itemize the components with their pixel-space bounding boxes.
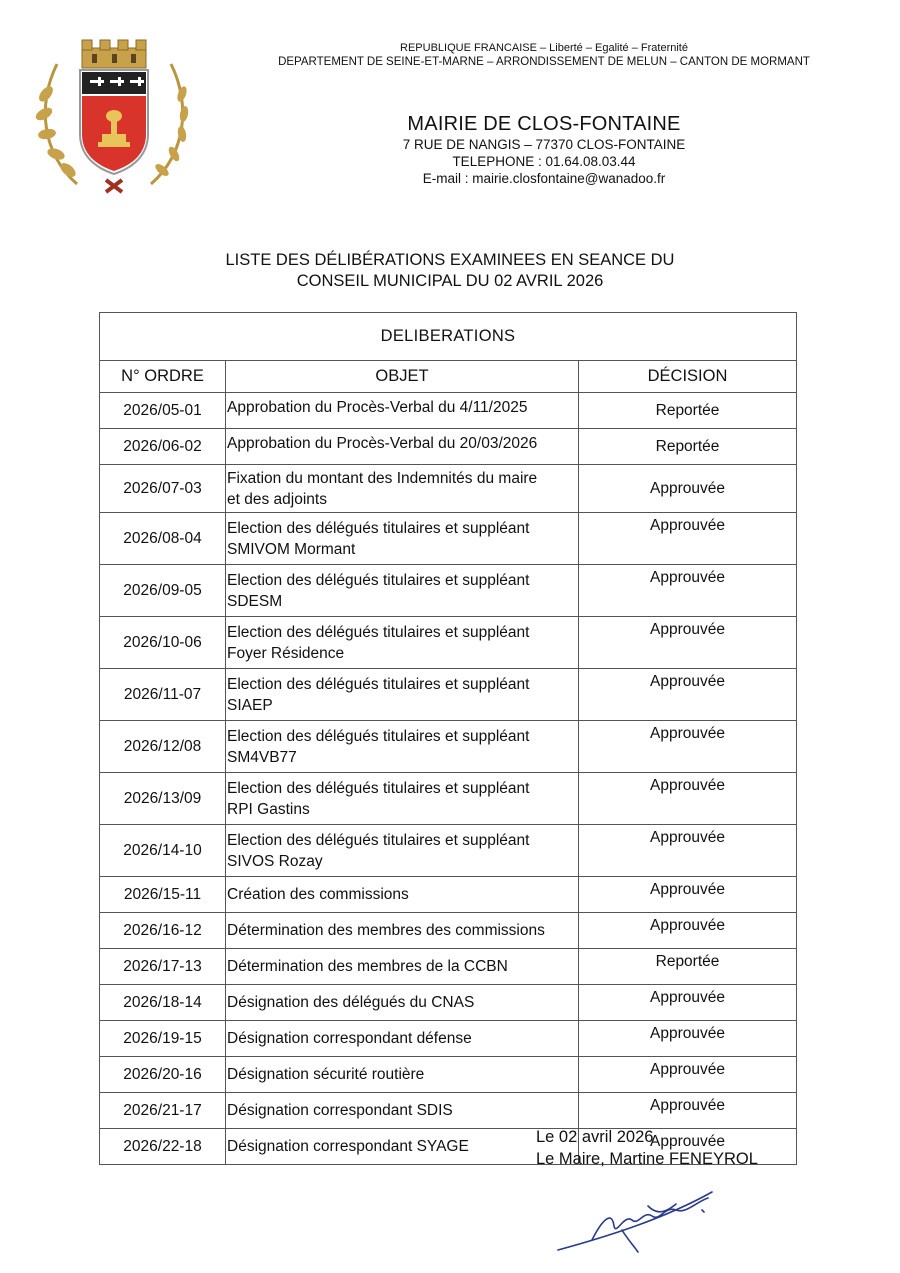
- objet-cell: [226, 393, 579, 429]
- table-row: [100, 949, 797, 985]
- objet-cell: [226, 1057, 579, 1093]
- ordre-cell: 2026/14-10: [100, 825, 226, 877]
- ordre-cell: 2026/10-06: [100, 617, 226, 669]
- objet-cell: [226, 877, 579, 913]
- ordre-cell: 2026/11-07: [100, 669, 226, 721]
- objet-line: Désignation correspondant défense: [227, 1030, 472, 1047]
- decision-cell: Approuvée: [579, 877, 797, 913]
- table-row: [100, 985, 797, 1021]
- objet-line: Fixation du montant des Indemnités du maire: [227, 469, 538, 487]
- column-header-decision: DÉCISION: [579, 361, 797, 393]
- ordre-cell: 2026/08-04: [100, 513, 226, 565]
- objet-cell: [226, 773, 579, 825]
- town-hall-telephone: TELEPHONE : 01.64.08.03.44: [452, 154, 636, 169]
- decision-cell: Approuvée: [579, 721, 797, 773]
- objet-line-2: SM4VB77: [227, 748, 297, 766]
- table-row: [100, 913, 797, 949]
- ordre-cell: 2026/13/09: [100, 773, 226, 825]
- ordre-cell: 2026/06-02: [100, 429, 226, 465]
- signature-date: Le 02 avril 2026: [536, 1128, 654, 1146]
- objet-line: Election des délégués titulaires et suppléant: [227, 675, 530, 693]
- ordre-cell: 2026/19-15: [100, 1021, 226, 1057]
- document-title: [0, 250, 900, 292]
- objet-cell: [226, 949, 579, 985]
- table-row: [100, 877, 797, 913]
- objet-line-2: RPI Gastins: [227, 800, 310, 818]
- table-row: [100, 669, 797, 721]
- decision-cell: Approuvée: [579, 825, 797, 877]
- objet-cell: [226, 513, 579, 565]
- objet-line: Approbation du Procès-Verbal du 4/11/2025: [227, 399, 528, 416]
- objet-line: Création des commissions: [227, 886, 409, 903]
- department-line: DEPARTEMENT DE SEINE-ET-MARNE – ARRONDISSEMENT DE MELUN – CANTON DE MORMANT: [278, 56, 810, 68]
- table-row: [100, 617, 797, 669]
- ordre-cell: 2026/16-12: [100, 913, 226, 949]
- table-row: [100, 1093, 797, 1129]
- town-hall-name: MAIRIE DE CLOS-FONTAINE: [407, 113, 681, 135]
- objet-line: Election des délégués titulaires et suppléant: [227, 831, 530, 849]
- objet-cell: [226, 429, 579, 465]
- table-caption: DELIBERATIONS: [100, 313, 797, 361]
- decision-cell: Approuvée: [579, 513, 797, 565]
- objet-line: Election des délégués titulaires et suppléant: [227, 779, 530, 797]
- objet-line: Désignation correspondant SYAGE: [227, 1138, 469, 1155]
- objet-line-2: SIVOS Rozay: [227, 852, 323, 870]
- column-header-ordre: N° ORDRE: [100, 361, 226, 393]
- objet-cell: [226, 913, 579, 949]
- mayor-name: Le Maire, Martine FENEYROL: [536, 1150, 758, 1168]
- decision-cell: Reportée: [579, 949, 797, 985]
- ordre-cell: 2026/18-14: [100, 985, 226, 1021]
- ordre-cell: 2026/15-11: [100, 877, 226, 913]
- ordre-cell: 2026/21-17: [100, 1093, 226, 1129]
- column-header-objet: OBJET: [226, 361, 579, 393]
- decision-cell: Approuvée: [579, 1093, 797, 1129]
- objet-line-2: SIAEP: [227, 696, 273, 714]
- ordre-cell: 2026/20-16: [100, 1057, 226, 1093]
- table-row: [100, 393, 797, 429]
- objet-cell: [226, 1129, 579, 1165]
- objet-cell: [226, 617, 579, 669]
- objet-cell: [226, 721, 579, 773]
- ordre-cell: 2026/07-03: [100, 465, 226, 513]
- decision-cell: Approuvée: [579, 669, 797, 721]
- objet-line: Election des délégués titulaires et suppléant: [227, 519, 530, 537]
- document-title-line2: CONSEIL MUNICIPAL DU 02 AVRIL 2026: [296, 272, 604, 290]
- handwritten-signature: [552, 1180, 732, 1255]
- ordre-cell: 2026/12/08: [100, 721, 226, 773]
- republic-motto: REPUBLIQUE FRANCAISE – Liberté – Egalité – Fraternité: [400, 42, 688, 54]
- town-hall-address: 7 RUE DE NANGIS – 77370 CLOS-FONTAINE: [402, 137, 686, 152]
- objet-line-2: Foyer Résidence: [227, 644, 345, 662]
- objet-line: Election des délégués titulaires et suppléant: [227, 571, 530, 589]
- ordre-cell: 2026/05-01: [100, 393, 226, 429]
- decision-cell: Approuvée: [579, 617, 797, 669]
- objet-cell: [226, 669, 579, 721]
- objet-line: Détermination des membres des commissions: [227, 922, 545, 939]
- objet-line: Désignation des délégués du CNAS: [227, 994, 475, 1011]
- table-row: [100, 565, 797, 617]
- objet-line: Désignation correspondant SDIS: [227, 1102, 453, 1119]
- decision-cell: Reportée: [579, 429, 797, 465]
- objet-cell: [226, 465, 579, 513]
- table-row: [100, 721, 797, 773]
- table-row: [100, 773, 797, 825]
- decision-cell: Approuvée: [579, 913, 797, 949]
- objet-line: Détermination des membres de la CCBN: [227, 958, 508, 975]
- decision-cell: Reportée: [579, 393, 797, 429]
- table-row: [100, 1021, 797, 1057]
- objet-cell: [226, 985, 579, 1021]
- decision-cell: Approuvée: [579, 465, 797, 513]
- table-row: [100, 465, 797, 513]
- town-hall-email: E-mail : mairie.closfontaine@wanadoo.fr: [422, 171, 666, 186]
- objet-cell: [226, 825, 579, 877]
- decision-cell: Approuvée: [579, 1057, 797, 1093]
- decision-cell: Approuvée: [579, 565, 797, 617]
- table-row: [100, 429, 797, 465]
- decision-cell: Approuvée: [579, 1129, 797, 1165]
- table-row: [100, 513, 797, 565]
- ordre-cell: 2026/22-18: [100, 1129, 226, 1165]
- objet-line-2: SDESM: [227, 592, 283, 610]
- objet-line: Approbation du Procès-Verbal du 20/03/2026: [227, 435, 538, 452]
- table-row: [100, 1057, 797, 1093]
- decision-cell: Approuvée: [579, 1021, 797, 1057]
- deliberations-table: [99, 312, 797, 1165]
- objet-cell: [226, 1093, 579, 1129]
- decision-cell: Approuvée: [579, 773, 797, 825]
- table-row: [100, 825, 797, 877]
- document-title-line1: LISTE DES DÉLIBÉRATIONS EXAMINEES EN SEANCE DU: [225, 251, 675, 269]
- objet-cell: [226, 565, 579, 617]
- decision-cell: Approuvée: [579, 985, 797, 1021]
- objet-line-2: SMIVOM Mormant: [227, 540, 356, 558]
- objet-line-2: et des adjoints: [227, 490, 327, 508]
- ordre-cell: 2026/09-05: [100, 565, 226, 617]
- objet-line: Election des délégués titulaires et suppléant: [227, 623, 530, 641]
- objet-line: Désignation sécurité routière: [227, 1066, 425, 1083]
- ordre-cell: 2026/17-13: [100, 949, 226, 985]
- objet-line: Election des délégués titulaires et suppléant: [227, 727, 530, 745]
- objet-cell: [226, 1021, 579, 1057]
